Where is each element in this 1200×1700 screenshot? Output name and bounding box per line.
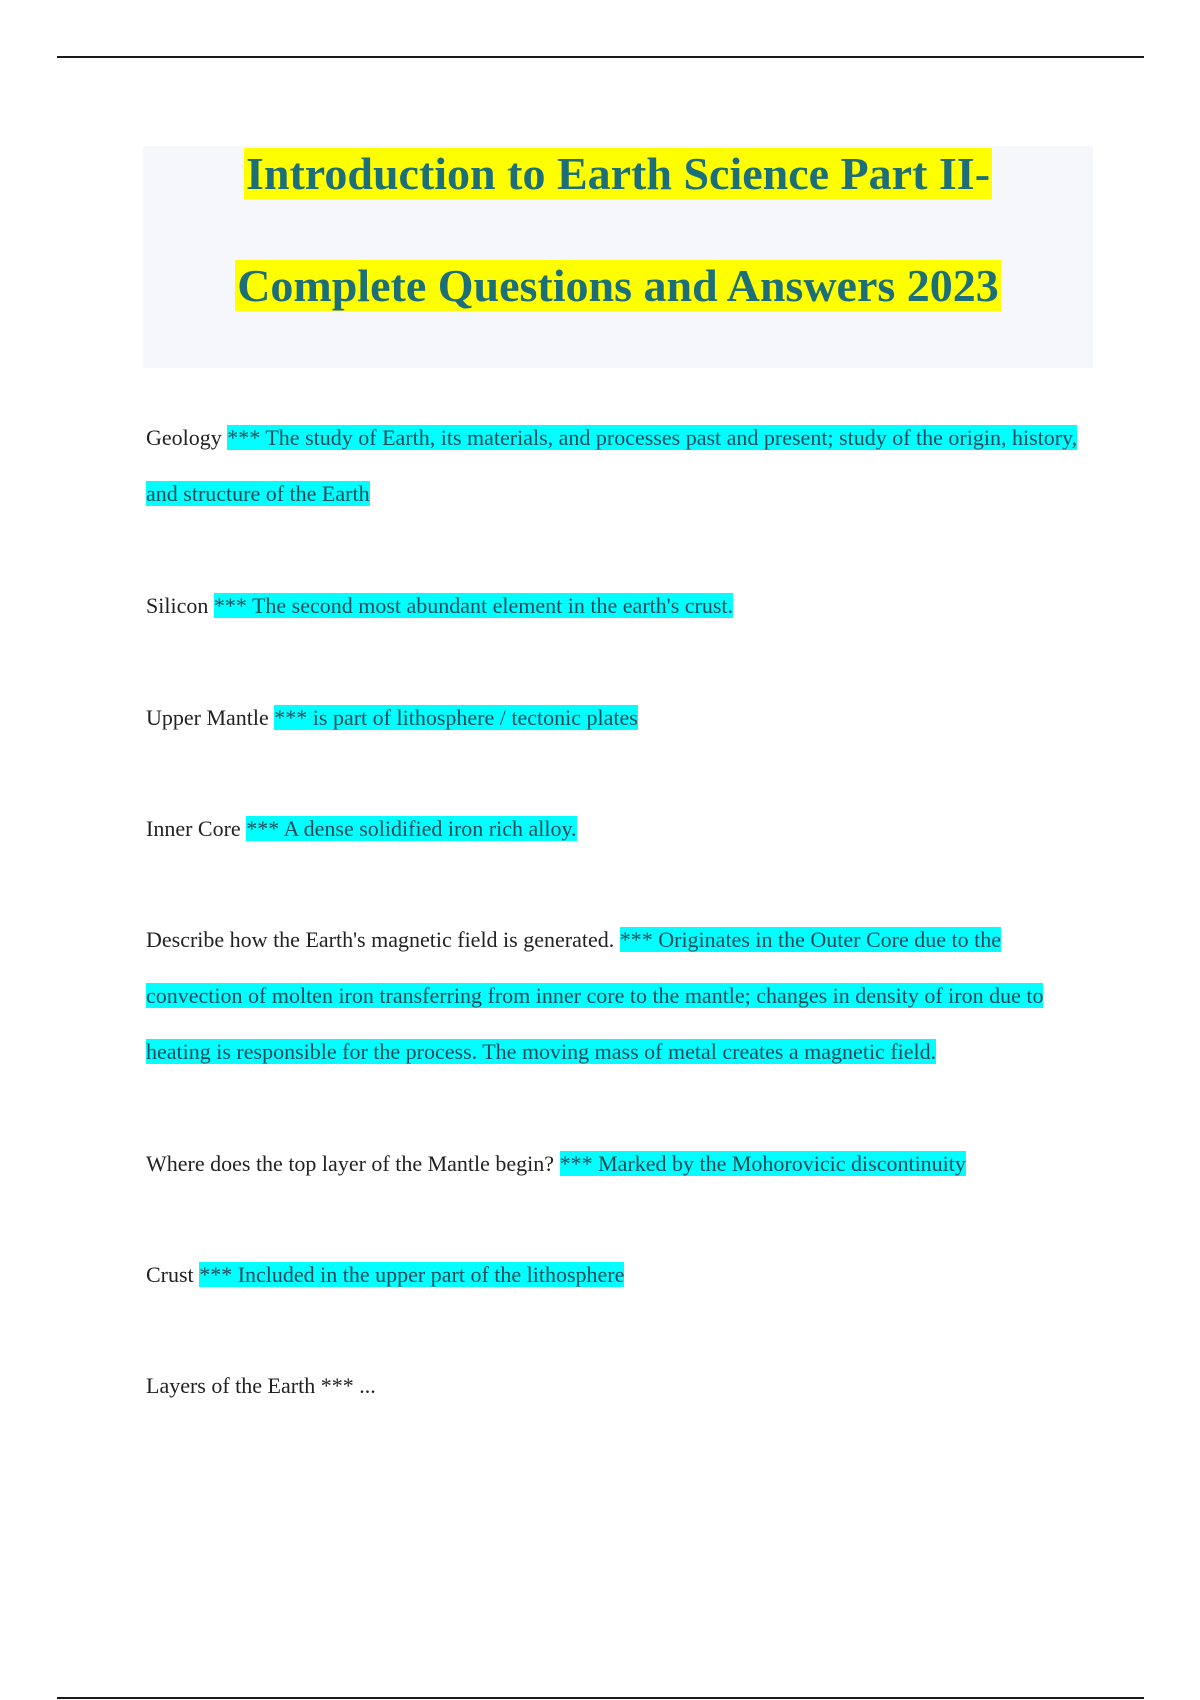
qa-item-inner-core [146,801,1091,857]
answer-text: *** Marked by the Mohorovicic discontinuity [559,1151,966,1176]
qa-item-crust [146,1247,1091,1303]
top-rule [57,56,1144,58]
question-term: Inner Core [146,816,241,841]
document-title-line-1: Introduction to Earth Science Part II- [245,148,991,199]
answer-text: *** Included in the upper part of the lithosphere [199,1262,625,1287]
qa-item-silicon [146,578,1091,634]
question-term: Crust [146,1262,194,1287]
answer-text: *** Originates in the Outer Core due to the convection of molten iron transferring from inner core to the mantle; changes in density of iron due to heating is responsible for the process. The moving mass of metal creates a magnetic field. [146,927,1044,1064]
question-term: Layers of the Earth *** ... [146,1373,376,1398]
document-title-line-2: Complete Questions and Answers 2023 [237,260,999,311]
qa-item-geology [146,410,1091,522]
bottom-rule [57,1697,1144,1699]
qa-item-mantle-top [146,1136,1091,1192]
answer-text: *** A dense solidified iron rich alloy. [246,816,577,841]
title-banner [143,146,1093,368]
question-term: Silicon [146,593,209,618]
question-term: Geology [146,425,222,450]
qa-item-magnetic-field [146,912,1091,1080]
answer-text: *** The study of Earth, its materials, and processes past and present; study of the origin, history, and structure of the Earth [146,425,1078,506]
question-term: Upper Mantle [146,705,269,730]
answer-text: *** is part of lithosphere / tectonic plates [274,705,638,730]
qa-item-upper-mantle [146,690,1091,746]
question-term: Describe how the Earth's magnetic field is generated. [146,927,615,952]
answer-text: *** The second most abundant element in the earth's crust. [213,593,734,618]
qa-item-layers [146,1358,1091,1414]
question-term: Where does the top layer of the Mantle begin? [146,1151,555,1176]
